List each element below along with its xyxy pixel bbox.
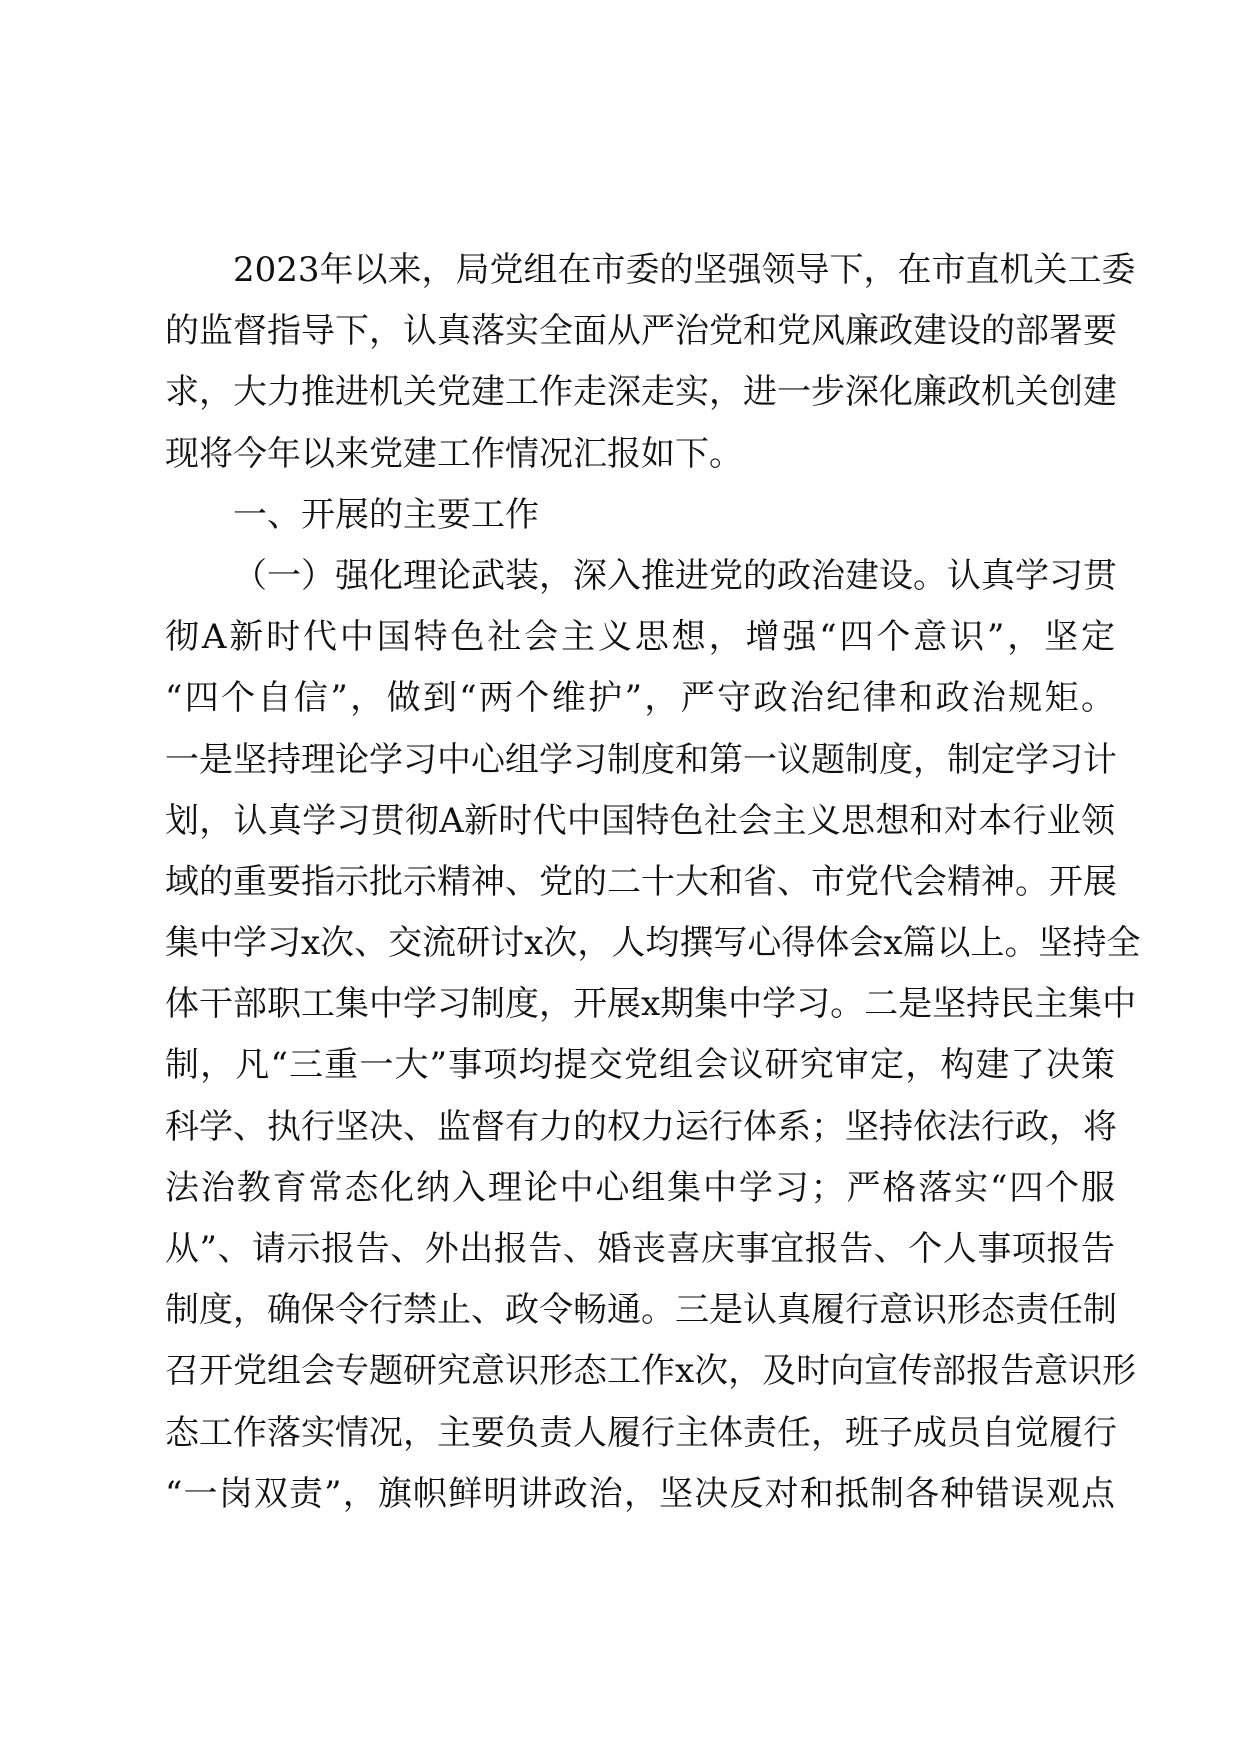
document-body (165, 240, 1141, 1525)
paragraph-line: “一岗双责”，旗帜鲜明讲政治，坚决反对和抵制各种错误观点 (165, 1473, 1115, 1514)
paragraph-line: 域的重要指示批示精神、党的二十大和省、市党代会精神。开展 (165, 861, 1117, 902)
paragraph-line: 召开党组会专题研究意识形态工作x次，及时向宣传部报告意识形 (165, 1351, 1137, 1392)
paragraph-line: 彻A新时代中国特色社会主义思想，增强“四个意识”，坚定 (165, 617, 1115, 658)
paragraph-line: 法治教育常态化纳入理论中心组集中学习；严格落实“四个服 (165, 1167, 1115, 1208)
paragraph-line: “四个自信”，做到“两个维护”，严守政治纪律和政治规矩。 (165, 678, 1115, 719)
paragraph-line: 求，大力推进机关党建工作走深走实，进一步深化廉政机关创建 (165, 372, 1117, 413)
paragraph-line: 态工作落实情况，主要负责人履行主体责任，班子成员自觉履行 (165, 1412, 1117, 1453)
paragraph-line: 划，认真学习贯彻A新时代中国特色社会主义思想和对本行业领 (165, 800, 1115, 841)
paragraph-line: 集中学习x次、交流研讨x次，人均撰写心得体会x篇以上。坚持全 (165, 923, 1141, 964)
paragraph-line: 制度，确保令行禁止、政令畅通。三是认真履行意识形态责任制 (165, 1290, 1117, 1331)
paragraph-line: 一是坚持理论学习中心组学习制度和第一议题制度，制定学习计 (165, 739, 1117, 780)
section-heading: 一、开展的主要工作 (233, 494, 539, 535)
paragraph-line: 2023年以来，局党组在市委的坚强领导下，在市直机关工委 (233, 250, 1136, 290)
paragraph-line: 科学、执行坚决、监督有力的权力运行体系；坚持依法行政，将 (165, 1106, 1117, 1147)
paragraph-line: 体干部职工集中学习制度，开展x期集中学习。二是坚持民主集中 (165, 984, 1137, 1025)
paragraph-line: 从”、请示报告、外出报告、婚丧喜庆事宜报告、个人事项报告 (165, 1229, 1115, 1269)
paragraph-line: 制，凡“三重一大”事项均提交党组会议研究审定，构建了决策 (165, 1045, 1115, 1086)
paragraph-line: 现将今年以来党建工作情况汇报如下。 (165, 433, 743, 474)
paragraph-line: 的监督指导下，认真落实全面从严治党和党风廉政建设的部署要 (165, 311, 1117, 352)
paragraph-line: （一）强化理论武装，深入推进党的政治建设。认真学习贯 (233, 555, 1117, 596)
